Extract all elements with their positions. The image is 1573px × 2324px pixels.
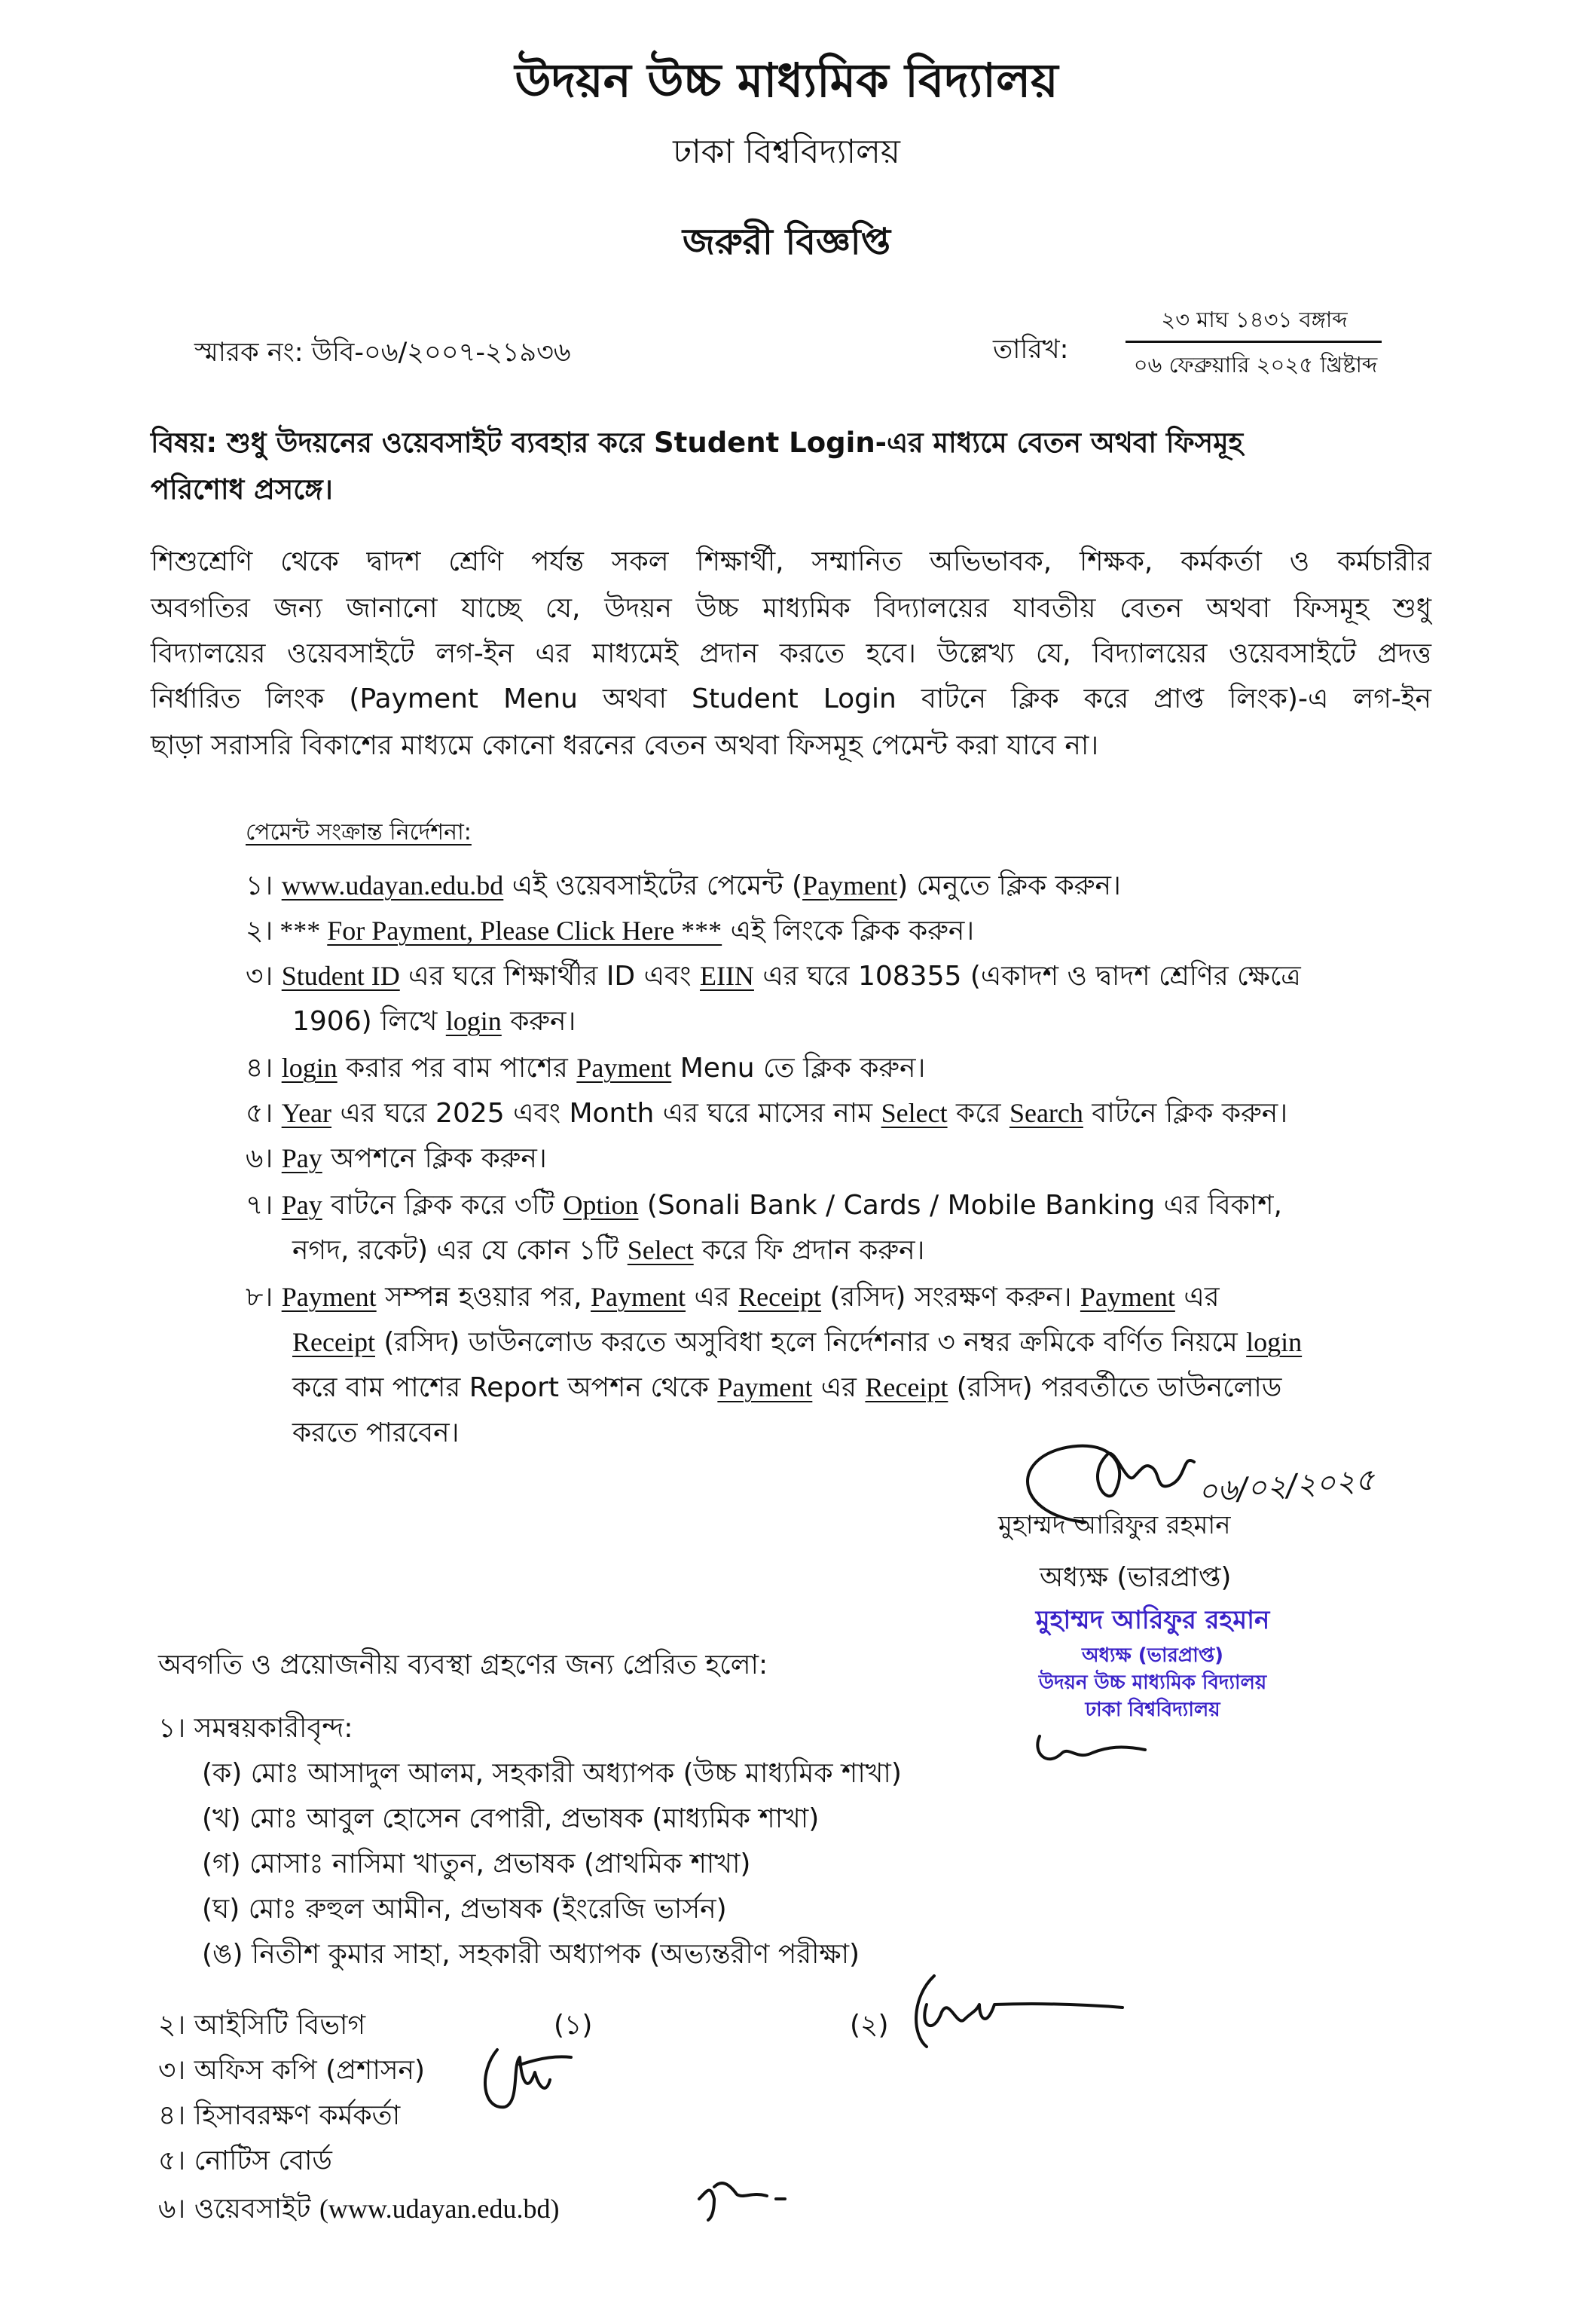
instruction-step-3-cont [292, 1001, 576, 1046]
website-label: ৬। ওয়েবসাইট [158, 2194, 319, 2225]
step-text: করে বাম পাশের Report অপশন থেকে [292, 1372, 718, 1403]
receipt-term: Receipt [865, 1372, 948, 1402]
payment-term: Payment [802, 870, 898, 901]
step-text: (রসিদ) পরবর্তীতে ডাউনলোড [948, 1372, 1282, 1403]
website-url[interactable]: (www.udayan.edu.bd) [319, 2194, 560, 2224]
coordinator-item: (ঙ) নিতীশ কুমার সাহা, সহকারী অধ্যাপক (অভ্যন্তরীণ পরীক্ষা) [202, 1939, 860, 1970]
payment-term: Payment [591, 1282, 686, 1312]
instructions-heading: পেমেন্ট সংক্রান্ত নির্দেশনা: [246, 819, 472, 846]
website-entry [158, 2188, 560, 2234]
step-text: *** [273, 916, 328, 946]
step-text: করে [947, 1098, 1009, 1129]
subject-line-1: বিষয়: শুধু উদয়নের ওয়েবসাইট ব্যবহার করে Student Login-এর মাধ্যমে বেতন অথবা ফিসমূহ [151, 427, 1244, 459]
step-text: ) মেনুতে ক্লিক করুন। [897, 870, 1121, 901]
instruction-step-5 [246, 1093, 1287, 1138]
receipt-term: Receipt [292, 1327, 375, 1357]
ict-department: ২। আইসিটি বিভাগ [158, 2010, 366, 2041]
instruction-step-8-cont [292, 1322, 1302, 1367]
step-text: করুন। [501, 1006, 576, 1037]
instruction-step-6 [246, 1138, 547, 1183]
receipt-term: Receipt [738, 1282, 822, 1312]
step-text: এর ঘরে 2025 এবং Month এর ঘরে মাসের নাম [331, 1098, 881, 1129]
login-term: login [1246, 1327, 1303, 1357]
step-text: করার পর বাম পাশের [337, 1053, 577, 1084]
pay-term: Pay [281, 1143, 322, 1173]
step-text: অপশনে ক্লিক করুন। [322, 1143, 547, 1174]
seal-name: মুহাম্মদ আরিফুর রহমান [1035, 1605, 1270, 1635]
distribution-intro: অবগতি ও প্রয়োজনীয় ব্যবস্থা গ্রহণের জন্য প্রেরিত হলো: [158, 1650, 768, 1680]
payment-click-link[interactable]: For Payment, Please Click Here *** [327, 916, 722, 946]
instruction-step-7-cont [292, 1230, 924, 1275]
coordinators-label: ১। সমন্বয়কারীবৃন্দ: [158, 1713, 353, 1744]
step-text: (Sonali Bank / Cards / Mobile Banking এর বিকাশ, [638, 1190, 1282, 1221]
select-term: Select [627, 1235, 694, 1265]
step-number: ৬। [246, 1143, 273, 1174]
subject-line-2: পরিশোধ প্রসঙ্গে। [151, 473, 333, 506]
coordinator-item: (ঘ) মোঃ রুহুল আমীন, প্রভাষক (ইংরেজি ভার্সন) [202, 1894, 727, 1925]
website-link[interactable]: www.udayan.edu.bd [281, 870, 504, 901]
instruction-step-4 [246, 1047, 925, 1093]
year-term: Year [281, 1098, 332, 1128]
login-term: login [281, 1053, 338, 1083]
payment-term: Payment [281, 1282, 377, 1312]
payment-term: Payment [576, 1053, 672, 1083]
instruction-step-8-cont [292, 1412, 459, 1457]
coordinator-item: (গ) মোসাঃ নাসিমা খাতুন, প্রভাষক (প্রাথমিক শাখা) [202, 1848, 751, 1879]
step-text: এর [686, 1282, 739, 1313]
seal-designation: অধ্যক্ষ (ভারপ্রাপ্ত) [1081, 1644, 1224, 1667]
step-text: Menu তে ক্লিক করুন। [671, 1053, 926, 1084]
login-term: login [445, 1006, 502, 1036]
step-number: ২। [246, 916, 273, 946]
instruction-step-2 [246, 910, 974, 956]
step-number: ৩। [246, 961, 273, 992]
step-text: (রসিদ) ডাউনলোড করতে অসুবিধা হলে নির্দেশনার ৩ নম্বর ক্রমিকে বর্ণিত নিয়মে [374, 1327, 1247, 1358]
option-term: Option [563, 1190, 639, 1220]
pay-term: Pay [281, 1190, 322, 1220]
signatory-designation: অধ্যক্ষ (ভারপ্রাপ্ত) [1040, 1562, 1232, 1593]
ict-sub-2: (২) [850, 2010, 889, 2041]
eiin-term: EIIN [699, 961, 754, 991]
search-term: Search [1009, 1098, 1083, 1128]
initials-signature [1032, 1730, 1153, 1775]
step-text: সম্পন্ন হওয়ার পর, [376, 1282, 591, 1313]
signatory-name: মুহাম্মদ আরিফুর রহমান [998, 1510, 1231, 1540]
memo-number: স্মারক নং: উবি-০৬/২০০৭-২১৯৩৬ [194, 338, 571, 368]
step-number: ৭। [246, 1190, 273, 1221]
step-number: ৮। [246, 1282, 273, 1313]
coordinator-item: (খ) মোঃ আবুল হোসেন বেপারী, প্রভাষক (মাধ্যমিক শাখা) [202, 1803, 820, 1834]
step-text: (রসিদ) সংরক্ষণ করুন। [821, 1282, 1080, 1313]
instruction-step-3 [246, 956, 1301, 1001]
body-line: শিশুশ্রেণি থেকে দ্বাদশ শ্রেণি পর্যন্ত সকল শিক্ষার্থী, সম্মানিত অভিভাবক, শিক্ষক, কর্মকর্তা ও কর্মচারীর [151, 546, 1431, 577]
notice-title: জরুরী বিজ্ঞপ্তি [682, 221, 891, 263]
instruction-step-7 [246, 1185, 1282, 1230]
payment-term: Payment [1080, 1282, 1175, 1312]
notice-board: ৫। নোটিস বোর্ড [158, 2145, 332, 2176]
step-text: এর ঘরে শিক্ষার্থীর ID এবং [399, 961, 700, 992]
step-text: এর [812, 1372, 866, 1403]
signature-date: ০৬/০২/২০২৫ [1196, 1462, 1376, 1510]
seal-university: ঢাকা বিশ্ববিদ্যালয় [1085, 1699, 1220, 1721]
step-text: এই লিংকে ক্লিক করুন। [722, 916, 975, 946]
body-line: বিদ্যালয়ের ওয়েবসাইটে লগ-ইন এর মাধ্যমেই প্রদান করতে হবে। উল্লেখ্য যে, বিদ্যালয়ের ওয়েবসাইটে প্রদত্ত [151, 638, 1431, 669]
institution-name: উদয়ন উচ্চ মাধ্যমিক বিদ্যালয় [515, 53, 1058, 108]
instruction-step-8 [246, 1277, 1220, 1322]
step-text: 1906) লিখে [292, 1006, 446, 1037]
step-text: এর [1174, 1282, 1220, 1313]
step-text: করে ফি প্রদান করুন। [693, 1235, 925, 1266]
step-text: বাটনে ক্লিক করে ৩টি [322, 1190, 564, 1221]
step-text: করতে পারবেন। [292, 1417, 460, 1448]
body-line: অবগতির জন্য জানানো যাচ্ছে যে, উদয়ন উচ্চ মাধ্যমিক বিদ্যালয়ের যাবতীয় বেতন অথবা ফিসমূহ শুধু [151, 593, 1431, 624]
step-text: নগদ, রকেট) এর যে কোন ১টি [292, 1235, 628, 1266]
instruction-step-1 [246, 865, 1121, 910]
step-number: ৫। [246, 1098, 273, 1129]
coordinator-item: (ক) মোঃ আসাদুল আলম, সহকারী অধ্যাপক (উচ্চ মাধ্যমিক শাখা) [202, 1758, 902, 1789]
select-term: Select [881, 1098, 948, 1128]
student-id-term: Student ID [281, 961, 400, 991]
office-signature [475, 2035, 573, 2118]
instruction-step-8-cont [292, 1367, 1281, 1412]
step-text: বাটনে ক্লিক করুন। [1083, 1098, 1288, 1129]
date-bangla: ২৩ মাঘ ১৪৩১ বঙ্গাব্দ [1161, 307, 1348, 332]
step-number: ১। [246, 870, 273, 901]
office-copy: ৩। অফিস কপি (প্রশাসন) [158, 2055, 426, 2086]
step-text: এর ঘরে 108355 (একাদশ ও দ্বাদশ শ্রেণির ক্ষেত্রে [753, 961, 1301, 992]
body-line: ছাড়া সরাসরি বিকাশের মাধ্যমে কোনো ধরনের বেতন অথবা ফিসমূহ পেমেন্ট করা যাবে না। [151, 730, 1099, 761]
ict-signature [904, 1974, 1130, 2050]
website-signature [692, 2176, 812, 2222]
date-gregorian: ০৬ ফেব্রুয়ারি ২০২৫ খ্রিষ্টাব্দ [1133, 352, 1378, 378]
step-text: এই ওয়েবসাইটের পেমেন্ট ( [503, 870, 803, 901]
date-label: তারিখ: [993, 335, 1069, 365]
body-line: নির্ধারিত লিংক (Payment Menu অথবা Student Login বাটনে ক্লিক করে প্রাপ্ত লিংক)-এ লগ-ইন [151, 683, 1431, 714]
seal-institution: উদয়ন উচ্চ মাধ্যমিক বিদ্যালয় [1038, 1671, 1267, 1694]
ict-sub-1: (১) [554, 2010, 593, 2041]
university-name: ঢাকা বিশ্ববিদ্যালয় [673, 133, 900, 171]
step-number: ৪। [246, 1053, 273, 1084]
accounts-officer: ৪। হিসাবরক্ষণ কর্মকর্তা [158, 2100, 401, 2131]
payment-term: Payment [717, 1372, 813, 1402]
date-divider [1126, 341, 1382, 343]
